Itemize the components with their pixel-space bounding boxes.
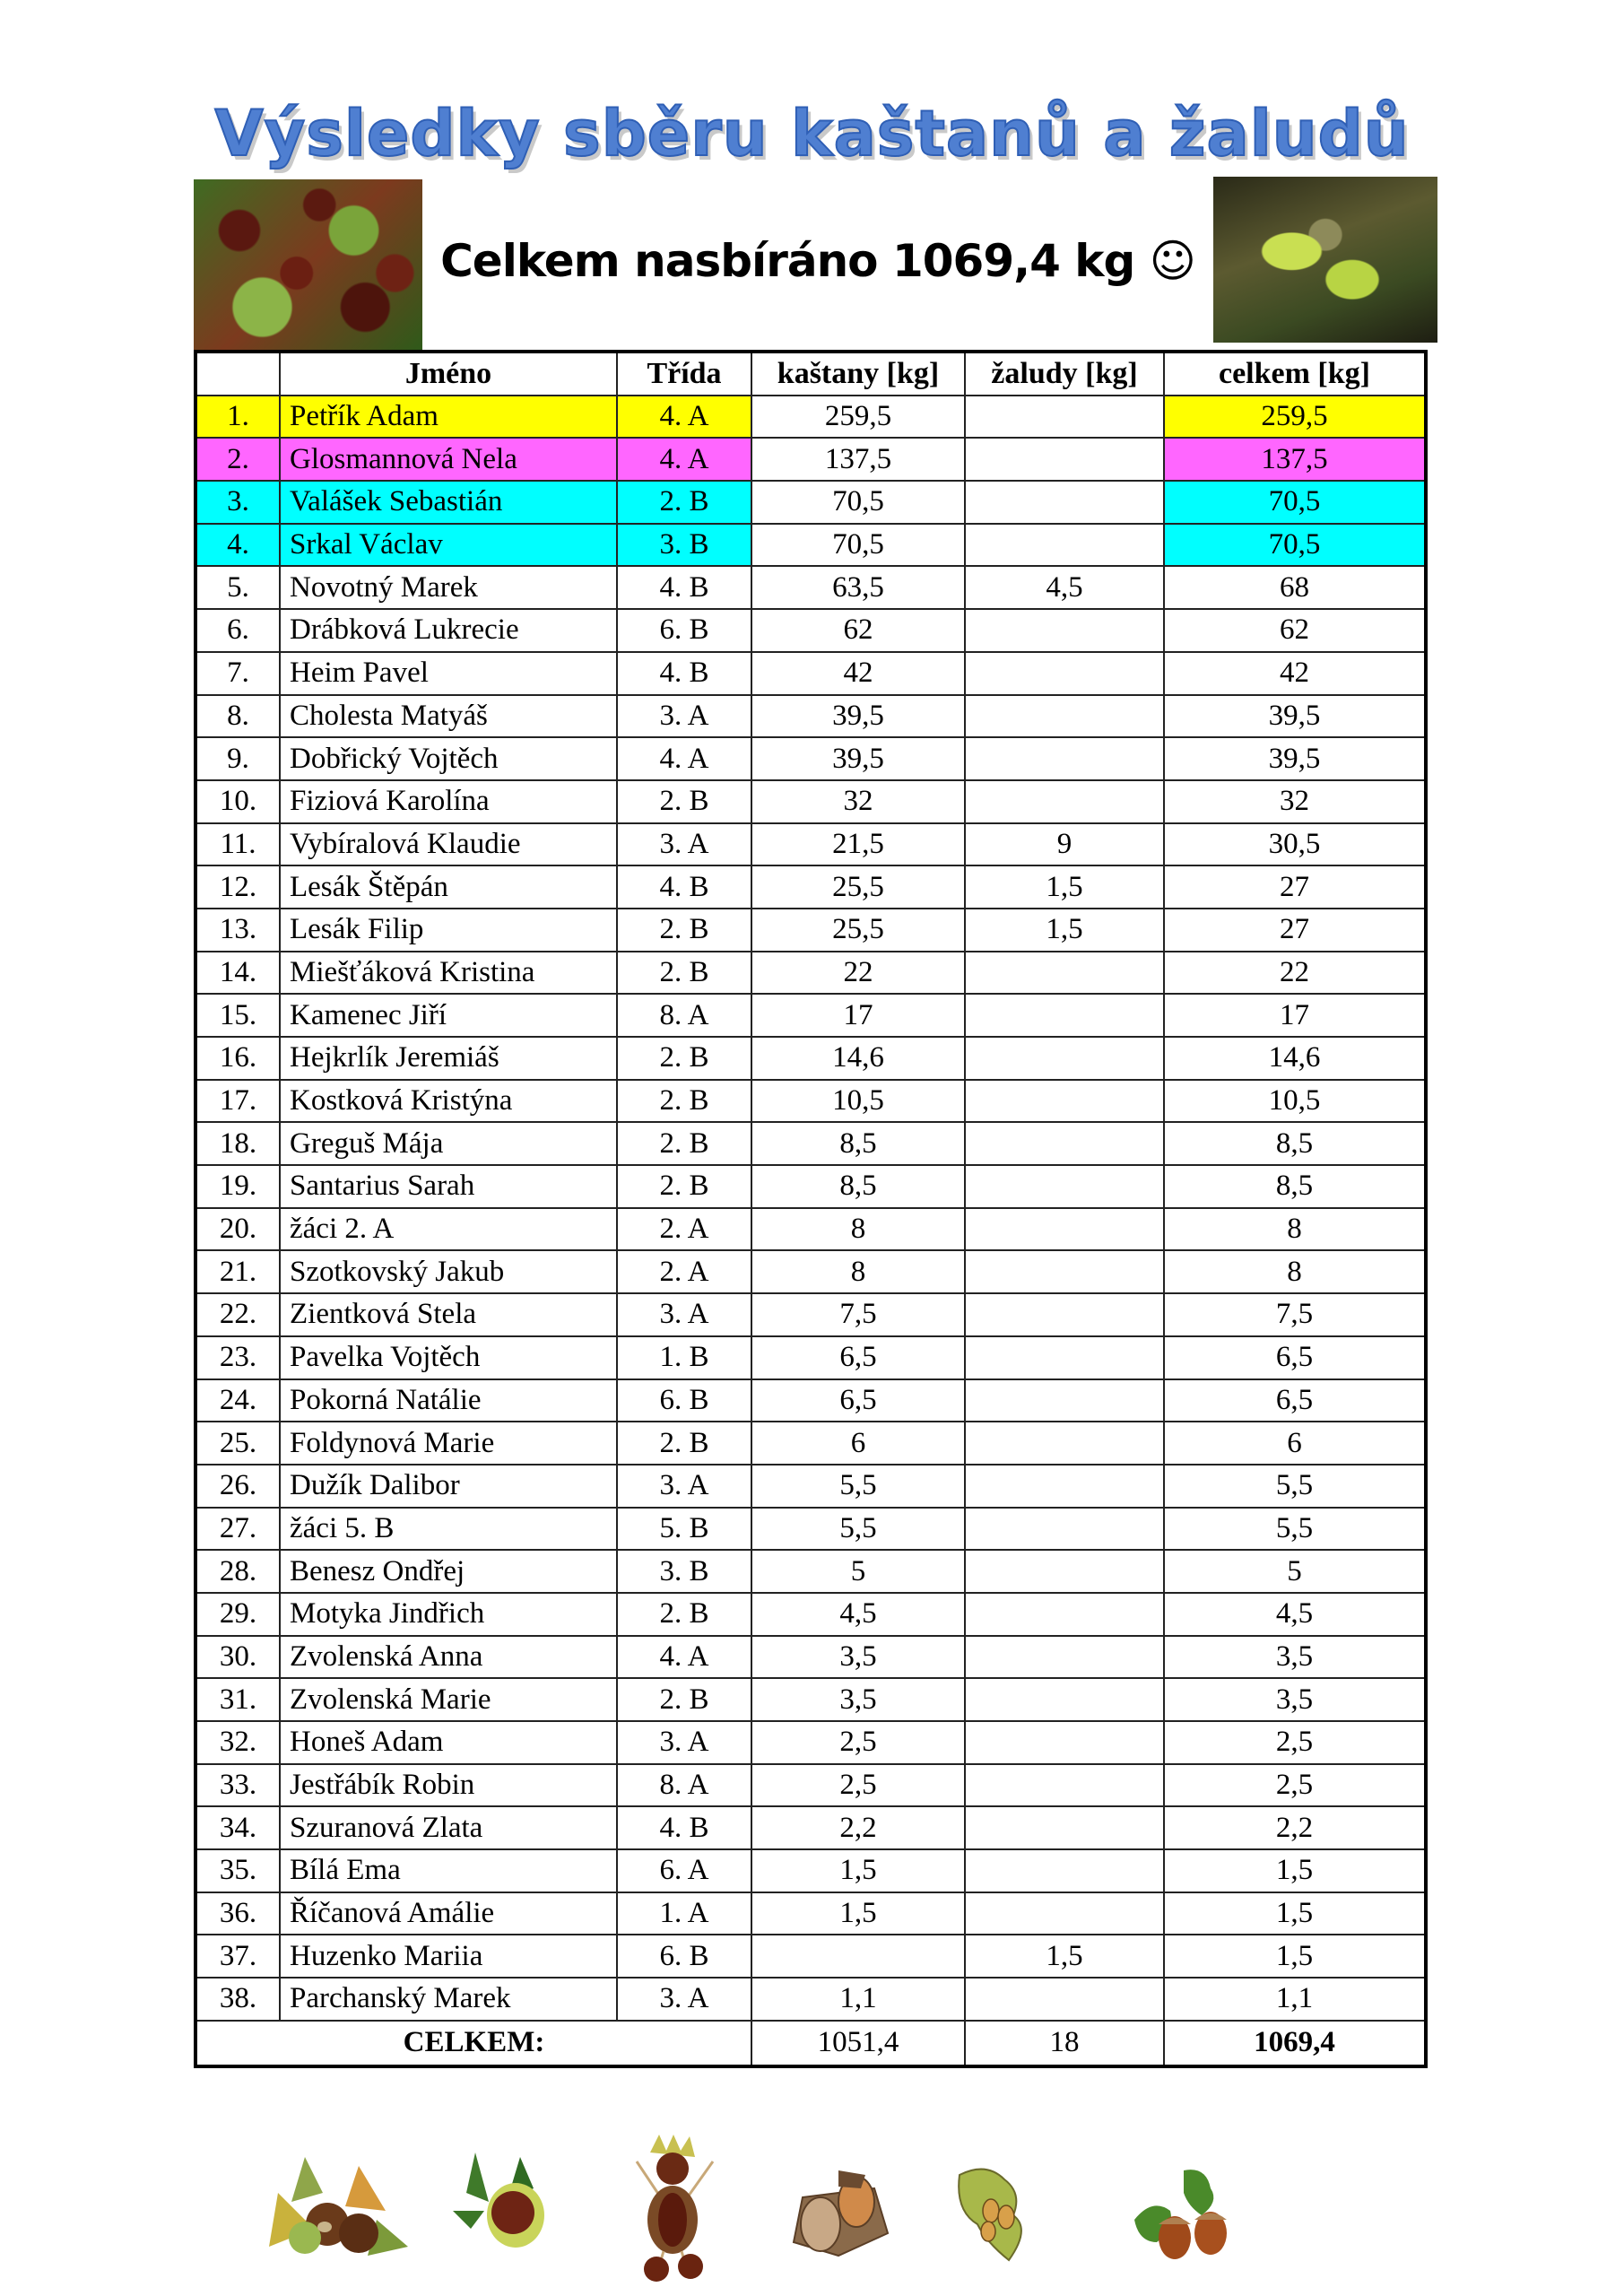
rank-cell: 27. (195, 1508, 280, 1551)
decorations-row (242, 2135, 1318, 2292)
total-cell: 22 (1164, 952, 1426, 995)
header-class: Třída (617, 352, 751, 396)
table-row (195, 1636, 1426, 1679)
totals-acorns: 18 (965, 2021, 1164, 2066)
rank-cell: 37. (195, 1935, 280, 1978)
rank-cell: 15. (195, 994, 280, 1037)
chestnut-leaves-icon (251, 2139, 421, 2278)
chestnuts-cell: 7,5 (751, 1293, 965, 1336)
name-cell: Szotkovský Jakub (280, 1250, 617, 1293)
name-cell: Glosmannová Nela (280, 438, 617, 481)
rank-cell: 7. (195, 652, 280, 695)
rank-cell: 13. (195, 909, 280, 952)
acorns-cell (965, 481, 1164, 524)
name-cell: žáci 5. B (280, 1508, 617, 1551)
acorns-cell (965, 1122, 1164, 1165)
acorns-cell (965, 1721, 1164, 1764)
chestnuts-cell: 42 (751, 652, 965, 695)
table-row (195, 1122, 1426, 1165)
rank-cell: 1. (195, 396, 280, 439)
class-cell: 2. B (617, 1593, 751, 1636)
class-cell: 6. B (617, 609, 751, 652)
acorns-cell (965, 1336, 1164, 1379)
table-row (195, 652, 1426, 695)
acorns-cell (965, 1250, 1164, 1293)
table-row (195, 823, 1426, 866)
table-row (195, 1849, 1426, 1892)
acorns-photo (1213, 177, 1437, 343)
acorns-cell (965, 1892, 1164, 1935)
total-cell: 8,5 (1164, 1165, 1426, 1208)
total-cell: 8 (1164, 1250, 1426, 1293)
class-cell: 2. B (617, 1422, 751, 1465)
table-row (195, 1892, 1426, 1935)
rank-cell: 21. (195, 1250, 280, 1293)
table-row (195, 994, 1426, 1037)
table-row (195, 1508, 1426, 1551)
chestnuts-cell: 5,5 (751, 1465, 965, 1508)
total-cell: 6,5 (1164, 1379, 1426, 1422)
table-header-row (195, 352, 1426, 396)
total-cell: 39,5 (1164, 695, 1426, 738)
name-cell: Jestřábík Robin (280, 1764, 617, 1807)
chestnuts-cell: 4,5 (751, 1593, 965, 1636)
table-row (195, 481, 1426, 524)
chestnuts-cell: 3,5 (751, 1678, 965, 1721)
class-cell: 2. B (617, 1678, 751, 1721)
chestnut-figure-icon (614, 2135, 731, 2283)
name-cell: Kostková Kristýna (280, 1080, 617, 1123)
name-cell: Lesák Štěpán (280, 865, 617, 909)
chestnuts-cell: 5 (751, 1550, 965, 1593)
acorns-cell (965, 1849, 1164, 1892)
name-cell: Hejkrlík Jeremiáš (280, 1037, 617, 1080)
acorns-cell (965, 652, 1164, 695)
acorns-cell (965, 1379, 1164, 1422)
class-cell: 2. B (617, 780, 751, 823)
rank-cell: 24. (195, 1379, 280, 1422)
acorns-cell (965, 1293, 1164, 1336)
chestnut-in-husk-icon (448, 2148, 556, 2251)
chestnuts-cell: 3,5 (751, 1636, 965, 1679)
class-cell: 2. A (617, 1250, 751, 1293)
total-cell: 68 (1164, 566, 1426, 609)
rank-cell: 29. (195, 1593, 280, 1636)
acorns-cell (965, 952, 1164, 995)
name-cell: Foldynová Marie (280, 1422, 617, 1465)
chestnuts-cell: 259,5 (751, 396, 965, 439)
class-cell: 2. B (617, 909, 751, 952)
smiley-icon: ☺ (1149, 235, 1195, 287)
total-cell: 3,5 (1164, 1636, 1426, 1679)
rank-cell: 10. (195, 780, 280, 823)
table-row (195, 1806, 1426, 1849)
rank-cell: 11. (195, 823, 280, 866)
name-cell: Zvolenská Marie (280, 1678, 617, 1721)
total-cell: 2,2 (1164, 1806, 1426, 1849)
name-cell: Novotný Marek (280, 566, 617, 609)
totals-chestnuts: 1051,4 (751, 2021, 965, 2066)
acorns-cell (965, 1422, 1164, 1465)
header-rank (195, 352, 280, 396)
table-row (195, 1935, 1426, 1978)
acorns-cell (965, 1037, 1164, 1080)
acorns-cell (965, 1208, 1164, 1251)
name-cell: Zientková Stela (280, 1293, 617, 1336)
rank-cell: 25. (195, 1422, 280, 1465)
total-cell: 4,5 (1164, 1593, 1426, 1636)
table-row (195, 1550, 1426, 1593)
table-row (195, 1465, 1426, 1508)
table-row (195, 1293, 1426, 1336)
total-cell: 3,5 (1164, 1678, 1426, 1721)
name-cell: Fiziová Karolína (280, 780, 617, 823)
total-cell: 6 (1164, 1422, 1426, 1465)
rank-cell: 19. (195, 1165, 280, 1208)
acorns-cell: 9 (965, 823, 1164, 866)
name-cell: Honeš Adam (280, 1721, 617, 1764)
chestnuts-cell: 10,5 (751, 1080, 965, 1123)
class-cell: 4. B (617, 1806, 751, 1849)
chestnuts-cell: 5,5 (751, 1508, 965, 1551)
table-row (195, 524, 1426, 567)
rank-cell: 17. (195, 1080, 280, 1123)
chestnuts-cell: 14,6 (751, 1037, 965, 1080)
class-cell: 2. B (617, 1037, 751, 1080)
table-row (195, 780, 1426, 823)
rank-cell: 35. (195, 1849, 280, 1892)
class-cell: 2. A (617, 1208, 751, 1251)
class-cell: 6. A (617, 1849, 751, 1892)
acorns-cell (965, 780, 1164, 823)
class-cell: 4. A (617, 1636, 751, 1679)
table-row (195, 737, 1426, 780)
acorns-cell (965, 1165, 1164, 1208)
rank-cell: 34. (195, 1806, 280, 1849)
name-cell: Zvolenská Anna (280, 1636, 617, 1679)
total-cell: 70,5 (1164, 481, 1426, 524)
table-row (195, 1250, 1426, 1293)
total-cell: 27 (1164, 865, 1426, 909)
name-cell: Petřík Adam (280, 396, 617, 439)
name-cell: Heim Pavel (280, 652, 617, 695)
name-cell: Valášek Sebastián (280, 481, 617, 524)
class-cell: 5. B (617, 1508, 751, 1551)
chestnuts-cell: 6,5 (751, 1379, 965, 1422)
name-cell: Srkal Václav (280, 524, 617, 567)
total-cell: 5,5 (1164, 1465, 1426, 1508)
name-cell: Pokorná Natálie (280, 1379, 617, 1422)
oak-leaf-acorns-icon (951, 2161, 1049, 2265)
table-row (195, 1978, 1426, 2021)
rank-cell: 31. (195, 1678, 280, 1721)
rank-cell: 8. (195, 695, 280, 738)
acorns-cell (965, 396, 1164, 439)
acorns-cell: 1,5 (965, 1935, 1164, 1978)
acorns-branch-icon (1121, 2166, 1246, 2265)
total-collected-text: Celkem nasbíráno 1069,4 kg (440, 235, 1135, 287)
total-cell: 2,5 (1164, 1764, 1426, 1807)
class-cell: 4. B (617, 566, 751, 609)
table-row (195, 1165, 1426, 1208)
chestnuts-cell: 8 (751, 1208, 965, 1251)
table-row (195, 396, 1426, 439)
class-cell: 6. B (617, 1379, 751, 1422)
class-cell: 4. A (617, 396, 751, 439)
hazelnut-icon (785, 2161, 892, 2260)
total-cell: 5 (1164, 1550, 1426, 1593)
acorns-cell (965, 609, 1164, 652)
table-row (195, 1422, 1426, 1465)
name-cell: Vybíralová Klaudie (280, 823, 617, 866)
chestnuts-cell: 62 (751, 609, 965, 652)
table-row (195, 695, 1426, 738)
total-cell: 1,5 (1164, 1849, 1426, 1892)
acorns-cell (965, 737, 1164, 780)
table-row (195, 609, 1426, 652)
rank-cell: 38. (195, 1978, 280, 2021)
rank-cell: 23. (195, 1336, 280, 1379)
acorns-cell (965, 1550, 1164, 1593)
chestnuts-cell: 1,1 (751, 1978, 965, 2021)
name-cell: žáci 2. A (280, 1208, 617, 1251)
name-cell: Parchanský Marek (280, 1978, 617, 2021)
rank-cell: 2. (195, 438, 280, 481)
chestnuts-cell: 70,5 (751, 481, 965, 524)
acorns-cell: 4,5 (965, 566, 1164, 609)
acorns-cell (965, 1593, 1164, 1636)
class-cell: 3. A (617, 1978, 751, 2021)
total-cell: 39,5 (1164, 737, 1426, 780)
rank-cell: 30. (195, 1636, 280, 1679)
chestnuts-cell: 2,5 (751, 1764, 965, 1807)
class-cell: 4. A (617, 737, 751, 780)
total-cell: 8,5 (1164, 1122, 1426, 1165)
table-row (195, 1379, 1426, 1422)
chestnuts-cell: 63,5 (751, 566, 965, 609)
total-cell: 70,5 (1164, 524, 1426, 567)
acorns-cell (965, 1636, 1164, 1679)
table-row (195, 1208, 1426, 1251)
totals-total: 1069,4 (1164, 2021, 1426, 2066)
table-row (195, 438, 1426, 481)
table-row (195, 865, 1426, 909)
acorns-cell (965, 1080, 1164, 1123)
class-cell: 2. B (617, 481, 751, 524)
rank-cell: 5. (195, 566, 280, 609)
chestnuts-cell: 25,5 (751, 909, 965, 952)
chestnuts-cell: 6,5 (751, 1336, 965, 1379)
total-cell: 5,5 (1164, 1508, 1426, 1551)
total-cell: 10,5 (1164, 1080, 1426, 1123)
table-row (195, 1593, 1426, 1636)
class-cell: 4. B (617, 652, 751, 695)
header-chestnuts: kaštany [kg] (751, 352, 965, 396)
total-cell: 27 (1164, 909, 1426, 952)
total-cell: 62 (1164, 609, 1426, 652)
table-row (195, 1336, 1426, 1379)
acorns-cell (965, 994, 1164, 1037)
class-cell: 3. A (617, 695, 751, 738)
chestnuts-cell: 25,5 (751, 865, 965, 909)
chestnuts-cell: 1,5 (751, 1849, 965, 1892)
rank-cell: 33. (195, 1764, 280, 1807)
total-cell: 2,5 (1164, 1721, 1426, 1764)
chestnuts-cell: 8,5 (751, 1122, 965, 1165)
class-cell: 3. B (617, 1550, 751, 1593)
chestnuts-cell: 39,5 (751, 695, 965, 738)
acorns-cell: 1,5 (965, 909, 1164, 952)
rank-cell: 6. (195, 609, 280, 652)
total-cell: 42 (1164, 652, 1426, 695)
total-cell: 6,5 (1164, 1336, 1426, 1379)
chestnuts-cell: 39,5 (751, 737, 965, 780)
total-cell: 1,5 (1164, 1935, 1426, 1978)
name-cell: Cholesta Matyáš (280, 695, 617, 738)
table-row (195, 909, 1426, 952)
chestnuts-cell: 6 (751, 1422, 965, 1465)
totals-row (195, 2021, 1426, 2066)
chestnuts-cell: 1,5 (751, 1892, 965, 1935)
total-cell: 1,1 (1164, 1978, 1426, 2021)
class-cell: 4. B (617, 865, 751, 909)
class-cell: 2. B (617, 1122, 751, 1165)
results-table (194, 350, 1428, 2068)
chestnuts-cell: 21,5 (751, 823, 965, 866)
chestnuts-cell: 2,2 (751, 1806, 965, 1849)
name-cell: Dobřický Vojtěch (280, 737, 617, 780)
chestnuts-cell (751, 1935, 965, 1978)
rank-cell: 26. (195, 1465, 280, 1508)
class-cell: 4. A (617, 438, 751, 481)
class-cell: 3. A (617, 823, 751, 866)
rank-cell: 32. (195, 1721, 280, 1764)
name-cell: Szuranová Zlata (280, 1806, 617, 1849)
name-cell: Miešťáková Kristina (280, 952, 617, 995)
total-cell: 14,6 (1164, 1037, 1426, 1080)
acorns-cell (965, 695, 1164, 738)
chestnuts-cell: 32 (751, 780, 965, 823)
acorns-cell (965, 1806, 1164, 1849)
acorns-cell (965, 1764, 1164, 1807)
table-row (195, 1764, 1426, 1807)
chestnuts-cell: 17 (751, 994, 965, 1037)
acorns-cell (965, 1978, 1164, 2021)
total-cell: 259,5 (1164, 396, 1426, 439)
name-cell: Dužík Dalibor (280, 1465, 617, 1508)
table-row (195, 1678, 1426, 1721)
header-acorns: žaludy [kg] (965, 352, 1164, 396)
class-cell: 3. A (617, 1293, 751, 1336)
total-cell: 137,5 (1164, 438, 1426, 481)
header-total: celkem [kg] (1164, 352, 1426, 396)
table-row (195, 952, 1426, 995)
chestnuts-photo (194, 179, 422, 350)
class-cell: 3. A (617, 1465, 751, 1508)
chestnuts-cell: 8 (751, 1250, 965, 1293)
name-cell: Pavelka Vojtěch (280, 1336, 617, 1379)
rank-cell: 28. (195, 1550, 280, 1593)
chestnuts-cell: 22 (751, 952, 965, 995)
name-cell: Santarius Sarah (280, 1165, 617, 1208)
name-cell: Kamenec Jiří (280, 994, 617, 1037)
class-cell: 8. A (617, 1764, 751, 1807)
name-cell: Huzenko Mariia (280, 1935, 617, 1978)
name-cell: Greguš Mája (280, 1122, 617, 1165)
name-cell: Drábková Lukrecie (280, 609, 617, 652)
chestnuts-cell: 2,5 (751, 1721, 965, 1764)
acorns-cell (965, 1465, 1164, 1508)
total-cell: 7,5 (1164, 1293, 1426, 1336)
table-row (195, 566, 1426, 609)
table-row (195, 1037, 1426, 1080)
name-cell: Bílá Ema (280, 1849, 617, 1892)
rank-cell: 9. (195, 737, 280, 780)
rank-cell: 18. (195, 1122, 280, 1165)
class-cell: 2. B (617, 1165, 751, 1208)
class-cell: 8. A (617, 994, 751, 1037)
acorns-cell (965, 438, 1164, 481)
acorns-cell (965, 1508, 1164, 1551)
total-cell: 30,5 (1164, 823, 1426, 866)
rank-cell: 22. (195, 1293, 280, 1336)
rank-cell: 14. (195, 952, 280, 995)
rank-cell: 3. (195, 481, 280, 524)
table-row (195, 1080, 1426, 1123)
chestnuts-cell: 8,5 (751, 1165, 965, 1208)
acorns-cell: 1,5 (965, 865, 1164, 909)
total-cell: 1,5 (1164, 1892, 1426, 1935)
rank-cell: 20. (195, 1208, 280, 1251)
acorns-cell (965, 524, 1164, 567)
name-cell: Motyka Jindřich (280, 1593, 617, 1636)
chestnuts-cell: 70,5 (751, 524, 965, 567)
total-cell: 8 (1164, 1208, 1426, 1251)
class-cell: 1. A (617, 1892, 751, 1935)
total-cell: 17 (1164, 994, 1426, 1037)
name-cell: Říčanová Amálie (280, 1892, 617, 1935)
class-cell: 3. A (617, 1721, 751, 1764)
rank-cell: 16. (195, 1037, 280, 1080)
header-name: Jméno (280, 352, 617, 396)
class-cell: 2. B (617, 952, 751, 995)
rank-cell: 36. (195, 1892, 280, 1935)
class-cell: 1. B (617, 1336, 751, 1379)
name-cell: Lesák Filip (280, 909, 617, 952)
class-cell: 2. B (617, 1080, 751, 1123)
totals-label: CELKEM: (195, 2021, 751, 2066)
total-cell: 32 (1164, 780, 1426, 823)
rank-cell: 12. (195, 865, 280, 909)
table-row (195, 1721, 1426, 1764)
class-cell: 3. B (617, 524, 751, 567)
rank-cell: 4. (195, 524, 280, 567)
class-cell: 6. B (617, 1935, 751, 1978)
chestnuts-cell: 137,5 (751, 438, 965, 481)
name-cell: Benesz Ondřej (280, 1550, 617, 1593)
document-title: Výsledky sběru kaštanů a žaludů (214, 97, 1410, 170)
acorns-cell (965, 1678, 1164, 1721)
total-collected-heading (422, 235, 1213, 287)
